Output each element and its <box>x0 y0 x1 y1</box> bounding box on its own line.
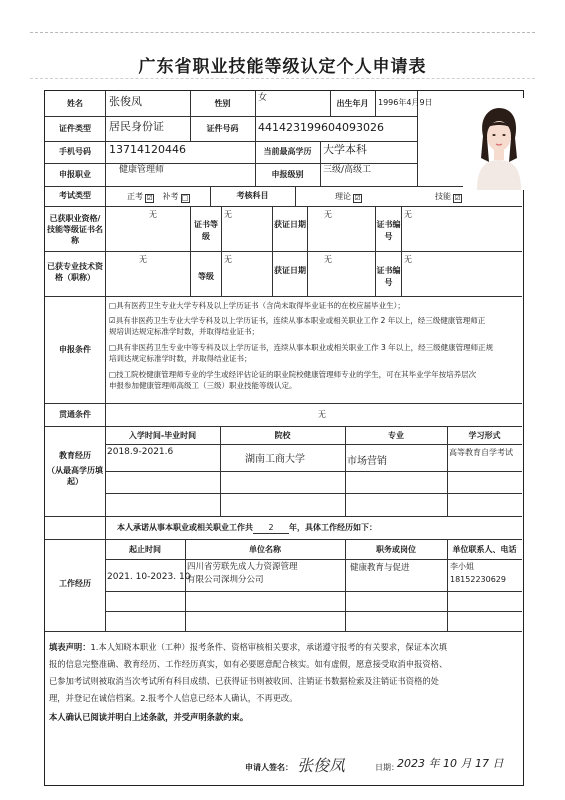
cert2-label: 已获专业技术资格（职称） <box>47 262 103 282</box>
cert1-label: 已获职业资格/技能等级证书名称 <box>47 214 103 245</box>
birth-label: 出生年月 <box>336 99 369 108</box>
cert1-name-value: 无 <box>149 210 157 219</box>
work-col-contact: 单位联系人、电话 <box>452 545 517 554</box>
condition-3-line1: □具有非医药卫生专业中等专科及以上学历证书，连续从事本职业或相关职业工作 3 年以上，经三级健康管理师正规 <box>109 343 494 352</box>
work-col-period: 起止时间 <box>129 545 161 554</box>
declaration-text <box>49 639 519 726</box>
name-value: 张俊凤 <box>109 95 142 108</box>
education-history-label: 教育经历 <box>59 451 91 460</box>
declaration-confirm: 本人确认已阅读并明白上述条款，并受声明条款约束。 <box>49 712 249 722</box>
exam-type-regular: 正考 <box>127 192 143 201</box>
work-col-position: 职务或岗位 <box>376 545 416 554</box>
edu-col-major: 专业 <box>388 431 404 440</box>
edu-col-period: 入学时间-毕业时间 <box>128 431 197 440</box>
id-number-value: 441423199604093026 <box>258 121 384 134</box>
declaration-line1: 1.本人知晓本职业（工种）报考条件、资格审核相关要求，承诺遵守报考的有关要求，保证本次填 <box>90 642 447 652</box>
edu-row-school: 湖南工商大学 <box>245 454 305 465</box>
cert2-date-value: 无 <box>324 255 332 264</box>
exam-type-makeup: 补考 <box>162 192 179 201</box>
condition-4-line1: □技工院校健康管理师专业的学生或经评估论证的职业院校健康管理师专业的学生，可在其毕业学年按培养层次 <box>109 370 477 379</box>
scan-dotted-line <box>30 32 535 33</box>
signature-label: 申请人签名： <box>245 763 293 772</box>
subject-theory: 理论 ☑ <box>335 192 361 202</box>
cert1-number-value: 无 <box>404 210 412 219</box>
declaration-title: 填表声明： <box>49 642 91 652</box>
declaration-line2: 报的信息完整准确、教育经历、工作经历真实，如有必要愿意配合核实。如有虚假，愿意接受取消申报资格、 <box>49 659 448 669</box>
edu-col-form: 学习形式 <box>468 431 501 440</box>
work-row-contact-name: 李小姐 <box>450 562 474 571</box>
declaration-line3: 已参加考试则被取消当次考试所有科目成绩、已获得证书则被收回、注销证书数据检索及注销证书资格的处 <box>49 676 439 686</box>
application-form-table <box>44 90 524 786</box>
cert2-number-label: 证书编号 <box>376 266 401 287</box>
work-row-position: 健康教育与促进 <box>350 563 410 573</box>
work-row-company-line1: 四川省劳联先成人力资源管理 <box>187 562 298 572</box>
exam-type-label: 考试类型 <box>59 191 91 200</box>
education-label: 当前最高学历 <box>263 147 312 156</box>
condition-2-line2: 规培训达规定标准学时数，并取得结业证书； <box>109 327 259 336</box>
phone-label: 手机号码 <box>59 147 91 156</box>
edu-col-school: 院校 <box>274 431 291 440</box>
subject-label: 考核科目 <box>236 191 269 200</box>
edu-row-form: 高等教育自学考试 <box>449 448 513 457</box>
work-row-contact-phone: 18152230629 <box>450 575 506 584</box>
condition-2-line1: ☑具有非医药卫生专业大学专科及以上学历证书，连续从事本职业或相关职业工作 2 年以上，经三级健康管理师正 <box>109 316 486 325</box>
cert1-number-label: 证书编号 <box>376 220 401 241</box>
cert2-date-label: 获证日期 <box>274 266 306 275</box>
commitment-statement: 本人承诺从事本职业或相关职业工作共 2 年，具体工作经历如下： <box>117 523 377 532</box>
education-history-sublabel: （从最高学历填起） <box>47 466 103 486</box>
work-col-company: 单位名称 <box>249 545 281 554</box>
condition-1: □具有医药卫生专业大学专科及以上学历证书（含尚未取得毕业证书的在校应届毕业生）； <box>109 301 405 310</box>
declaration-line4: 理，并登记在诚信档案。2.报考个人信息已经本人确认，不再更改。 <box>49 693 298 703</box>
occupation-label: 申报职业 <box>59 170 91 179</box>
occupation-value: 健康管理师 <box>119 165 165 175</box>
id-number-label: 证件号码 <box>206 124 239 133</box>
exam-type-regular-checkbox[interactable]: ☑ <box>146 194 153 202</box>
gender-label: 性别 <box>214 99 231 108</box>
applicant-signature: 张俊凤 <box>297 756 346 775</box>
scan-dotted-line <box>30 78 535 79</box>
date-value: 2023 年 10 月 17 日 <box>397 757 504 770</box>
phone-value: 13714120446 <box>109 143 186 156</box>
form-title: 广东省职业技能等级认定个人申请表 <box>138 57 427 77</box>
exam-type-makeup-checkbox[interactable]: □ <box>181 194 189 202</box>
subject-skill-checkbox[interactable]: ☑ <box>454 194 461 202</box>
work-history-label: 工作经历 <box>59 579 91 588</box>
id-type-label: 证件类型 <box>59 124 91 133</box>
date-label: 日期： <box>375 763 399 772</box>
cert2-level-value: 无 <box>224 255 232 264</box>
subject-skill: 技能 ☑ <box>435 192 461 202</box>
education-value: 大学本科 <box>323 143 367 156</box>
subject-theory-checkbox[interactable]: ☑ <box>354 194 361 202</box>
name-label: 姓名 <box>67 99 83 108</box>
through-label: 贯通条件 <box>59 410 91 419</box>
work-row-period: 2021. 10-2023. 10 <box>107 572 191 582</box>
gender-value: 女 <box>258 93 268 103</box>
birth-value: 1996年4月9日 <box>378 98 433 107</box>
cert1-date-label: 获证日期 <box>274 220 306 229</box>
level-label: 申报级别 <box>271 170 304 179</box>
cert1-date-value: 无 <box>324 210 332 219</box>
condition-3-line2: 培训达规定标准学时数，并取得结业证书； <box>109 354 252 363</box>
work-row-company-line2: 有限公司深圳分公司 <box>187 575 264 585</box>
through-value: 无 <box>318 410 326 419</box>
level-value: 三级/高级工 <box>323 165 372 175</box>
id-type-value: 居民身份证 <box>109 120 164 133</box>
conditions-label: 申报条件 <box>59 345 91 354</box>
condition-4-line2: 申报参加健康管理师高级工（三级）职业技能等级认定。 <box>109 381 297 390</box>
conditions-text <box>109 300 519 391</box>
edu-row-major: 市场营销 <box>347 456 387 467</box>
cert2-level-label: 等级 <box>198 272 214 281</box>
cert2-number-value: 无 <box>404 255 412 264</box>
edu-row-period: 2018.9-2021.6 <box>107 447 174 457</box>
commitment-years: 2 <box>253 523 289 534</box>
cert1-level-value: 无 <box>224 210 232 219</box>
cert2-name-value: 无 <box>139 255 147 264</box>
exam-type-options <box>127 192 190 203</box>
cert1-level-label: 证书等级 <box>194 220 218 241</box>
applicant-photo <box>463 98 535 190</box>
